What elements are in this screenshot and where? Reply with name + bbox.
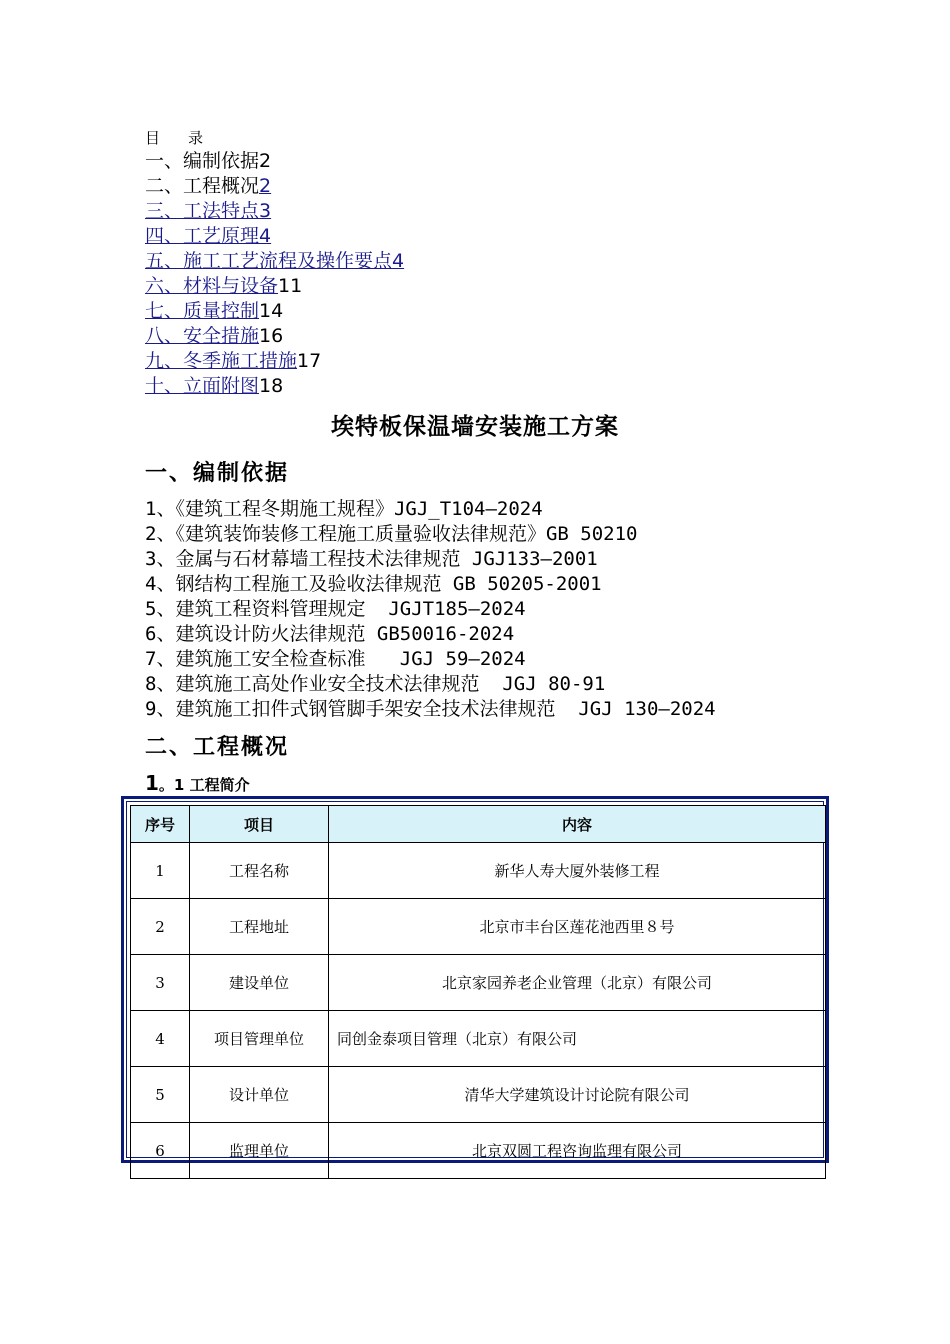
toc-title-char-2: 录	[188, 129, 206, 147]
project-info-table-frame	[121, 796, 829, 1163]
project-info-table	[130, 805, 826, 1179]
toc-item-label[interactable]: 六、材料与设备	[145, 275, 279, 297]
toc-item-label[interactable]: 十、立面附图	[145, 375, 260, 397]
basis-item: 2、《建筑装饰装修工程施工质量验收法律规范》GB 50210	[145, 523, 638, 545]
toc-item-label[interactable]: 七、质量控制	[145, 300, 260, 322]
toc-item-label[interactable]: 九、冬季施工措施	[145, 350, 298, 372]
cell-item: 设计单位	[190, 1067, 329, 1123]
toc-item-page: 14	[259, 300, 284, 322]
table-row	[131, 1067, 826, 1123]
section-heading-basis: 一、编制依据	[145, 461, 290, 486]
toc-item-label: 二、工程概况	[145, 175, 260, 197]
table-row	[131, 1011, 826, 1067]
basis-item: 6、建筑设计防火法律规范 GB50016-2024	[145, 623, 515, 645]
basis-list	[145, 497, 716, 722]
toc-item	[145, 149, 404, 174]
subsection-number: 1	[145, 771, 159, 795]
toc-item-label[interactable]: 八、安全措施	[145, 325, 260, 347]
cell-item: 监理单位	[190, 1123, 329, 1179]
header-cell-item: 项目	[190, 806, 329, 843]
toc-item-page[interactable]: 4	[259, 225, 272, 247]
basis-item: 8、建筑施工高处作业安全技术法律规范 JGJ 80-91	[145, 673, 606, 695]
subsection-title: 。1 工程简介	[158, 776, 250, 794]
table-row	[131, 843, 826, 899]
basis-item: 9、建筑施工扣件式钢管脚手架安全技术法律规范 JGJ 130—2024	[145, 698, 716, 720]
toc-item-page[interactable]: 3	[259, 200, 272, 222]
basis-item: 1、《建筑工程冬期施工规程》JGJ_T104—2024	[145, 498, 543, 520]
toc-item-page: 16	[259, 325, 284, 347]
toc-title-char-1: 目	[145, 129, 163, 147]
toc-item[interactable]	[145, 174, 404, 199]
cell-index: 5	[131, 1067, 190, 1123]
toc-item[interactable]	[145, 349, 404, 374]
table-row	[131, 955, 826, 1011]
cell-content: 同创金泰项目管理（北京）有限公司	[329, 1011, 826, 1067]
cell-index: 3	[131, 955, 190, 1011]
table-header-row	[131, 806, 826, 843]
cell-item: 项目管理单位	[190, 1011, 329, 1067]
cell-content: 北京市丰台区莲花池西里８号	[329, 899, 826, 955]
toc-item[interactable]	[145, 199, 404, 224]
cell-content: 清华大学建筑设计讨论院有限公司	[329, 1067, 826, 1123]
toc-item-label[interactable]: 五、施工工艺流程及操作要点	[145, 250, 393, 272]
cell-item: 建设单位	[190, 955, 329, 1011]
header-cell-content: 内容	[329, 806, 826, 843]
toc-item-page[interactable]: 4	[392, 250, 405, 272]
table-row	[131, 1123, 826, 1179]
toc-item[interactable]	[145, 249, 404, 274]
document-title: 埃特板保温墙安装施工方案	[331, 414, 619, 440]
toc-item-page: 11	[278, 275, 303, 297]
toc-item-page: 17	[297, 350, 322, 372]
toc-item[interactable]	[145, 324, 404, 349]
cell-item: 工程名称	[190, 843, 329, 899]
header-cell-index: 序号	[131, 806, 190, 843]
cell-index: 4	[131, 1011, 190, 1067]
cell-content: 新华人寿大厦外装修工程	[329, 843, 826, 899]
cell-index: 2	[131, 899, 190, 955]
basis-item: 7、建筑施工安全检查标准 JGJ 59—2024	[145, 648, 526, 670]
cell-index: 1	[131, 843, 190, 899]
toc-item-page[interactable]: 2	[259, 175, 272, 197]
cell-content: 北京双圆工程咨询监理有限公司	[329, 1123, 826, 1179]
cell-content: 北京家园养老企业管理（北京）有限公司	[329, 955, 826, 1011]
cell-item: 工程地址	[190, 899, 329, 955]
basis-item: 4、钢结构工程施工及验收法律规范 GB 50205-2001	[145, 573, 602, 595]
toc-item[interactable]	[145, 224, 404, 249]
toc-item[interactable]	[145, 274, 404, 299]
toc-item-label[interactable]: 三、工法特点	[145, 200, 260, 222]
toc-item-label: 一、编制依据	[145, 150, 260, 172]
table-of-contents	[145, 149, 404, 399]
subsection-heading	[145, 771, 250, 795]
toc-title	[145, 127, 205, 148]
toc-item-page: 18	[259, 375, 284, 397]
toc-item-page: 2	[259, 150, 272, 172]
basis-item: 5、建筑工程资料管理规定 JGJT185—2024	[145, 598, 526, 620]
cell-index: 6	[131, 1123, 190, 1179]
toc-item-label[interactable]: 四、工艺原理	[145, 225, 260, 247]
toc-item[interactable]	[145, 374, 404, 399]
basis-item: 3、金属与石材幕墙工程技术法律规范 JGJ133—2001	[145, 548, 598, 570]
toc-item[interactable]	[145, 299, 404, 324]
table-row	[131, 899, 826, 955]
section-heading-overview: 二、工程概况	[145, 735, 290, 760]
